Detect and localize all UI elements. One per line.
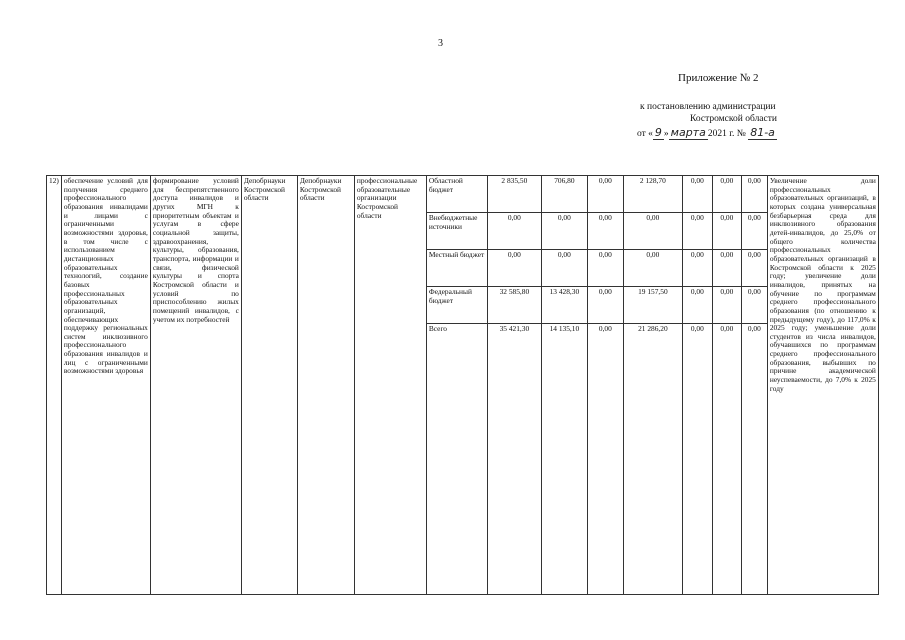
participants-cell: профессиональные образовательные организации Костромской области (354, 176, 426, 595)
value-cell: 0,00 (487, 250, 541, 287)
value-cell: 0,00 (623, 250, 682, 287)
program-table (46, 175, 879, 595)
table-row (47, 176, 879, 213)
value-cell: 2 128,70 (623, 176, 682, 213)
handwritten-number: 81-а (750, 126, 775, 139)
value-cell: 0,00 (541, 250, 587, 287)
value-cell: 0,00 (712, 324, 741, 595)
value-cell: 2 835,50 (487, 176, 541, 213)
value-cell: 0,00 (682, 213, 712, 250)
value-cell: 0,00 (541, 213, 587, 250)
task-cell: обеспечение условий для получения среднего профессионального образования инвалидами и лицами с ограниченными возможностями здоровья, в том числе с использованием дистанционных образовательных технологий, создание базовых профессиональных образовательных организаций, обеспечивающих поддержку региональных систем инклюзивного профессионального образования инвалидов и лиц с ограниченными возможностями здоровья (61, 176, 150, 595)
appendix-title: Приложение № 2 (678, 72, 759, 84)
source-name: Федеральный бюджет (426, 287, 487, 324)
value-cell: 0,00 (587, 324, 623, 595)
value-cell: 0,00 (712, 250, 741, 287)
value-cell: 14 135,10 (541, 324, 587, 595)
value-cell: 0,00 (741, 324, 767, 595)
value-cell: 19 157,50 (623, 287, 682, 324)
source-name: Всего (426, 324, 487, 595)
page-number: 3 (438, 38, 443, 49)
value-cell: 0,00 (682, 250, 712, 287)
handwritten-day: 9 (654, 126, 662, 139)
coexecutor-cell: Депобрнауки Костромской области (297, 176, 354, 595)
value-cell: 0,00 (741, 176, 767, 213)
value-cell: 32 585,80 (487, 287, 541, 324)
value-cell: 706,80 (541, 176, 587, 213)
appendix-date-line (637, 126, 777, 139)
value-cell: 0,00 (587, 250, 623, 287)
handwritten-month: марта (670, 126, 706, 139)
date-prefix: от « (637, 129, 653, 139)
value-cell: 0,00 (682, 176, 712, 213)
value-cell: 0,00 (682, 324, 712, 595)
source-name: Местный бюджет (426, 250, 487, 287)
value-cell: 0,00 (487, 213, 541, 250)
executor-cell: Депобрнауки Костромской области (241, 176, 297, 595)
date-suffix: 2021 г. № (707, 129, 746, 139)
source-name: Внебюджетные источники (426, 213, 487, 250)
source-name: Областной бюджет (426, 176, 487, 213)
value-cell: 0,00 (623, 213, 682, 250)
date-mid: » (663, 129, 669, 139)
value-cell: 0,00 (741, 213, 767, 250)
appendix-line-1: к постановлению администрации (640, 102, 776, 112)
measure-cell: формирование условий для беспрепятственного доступа инвалидов и других МГН к приоритетным объектам и услугам в сфере социальной защиты, здравоохранения, культуры, образования, транспорта, информации и связи, физической культуры и спорта Костромской области и условий по приспособлению жилых помещений инвалидов, с учетом их потребностей (150, 176, 241, 595)
value-cell: 0,00 (741, 287, 767, 324)
value-cell: 0,00 (712, 213, 741, 250)
value-cell: 21 286,20 (623, 324, 682, 595)
value-cell: 0,00 (587, 287, 623, 324)
appendix-line-2: Костромской области (690, 114, 777, 124)
value-cell: 0,00 (587, 176, 623, 213)
value-cell: 13 428,30 (541, 287, 587, 324)
row-index: 12) (47, 176, 62, 595)
value-cell: 0,00 (587, 213, 623, 250)
value-cell: 0,00 (712, 287, 741, 324)
value-cell: 0,00 (682, 287, 712, 324)
result-cell: Увеличение доли профессиональных образовательных организаций, в которых создана универсальная безбарьерная среда для инклюзивного образования детей-инвалидов, до 25,0% от общего количества профессиональных образовательных организаций в Костромской области к 2025 году; увеличение доли инвалидов, принятых на обучение по программам среднего профессионального образования (по отношению к предыдущему году), до 117,0% к 2025 году; уменьшение доли студентов из числа инвалидов, обучавшихся по программам среднего профессионального образования, выбывших по причине академической неуспеваемости, до 7,0% к 2025 году (767, 176, 878, 595)
value-cell: 0,00 (712, 176, 741, 213)
value-cell: 35 421,30 (487, 324, 541, 595)
value-cell: 0,00 (741, 250, 767, 287)
